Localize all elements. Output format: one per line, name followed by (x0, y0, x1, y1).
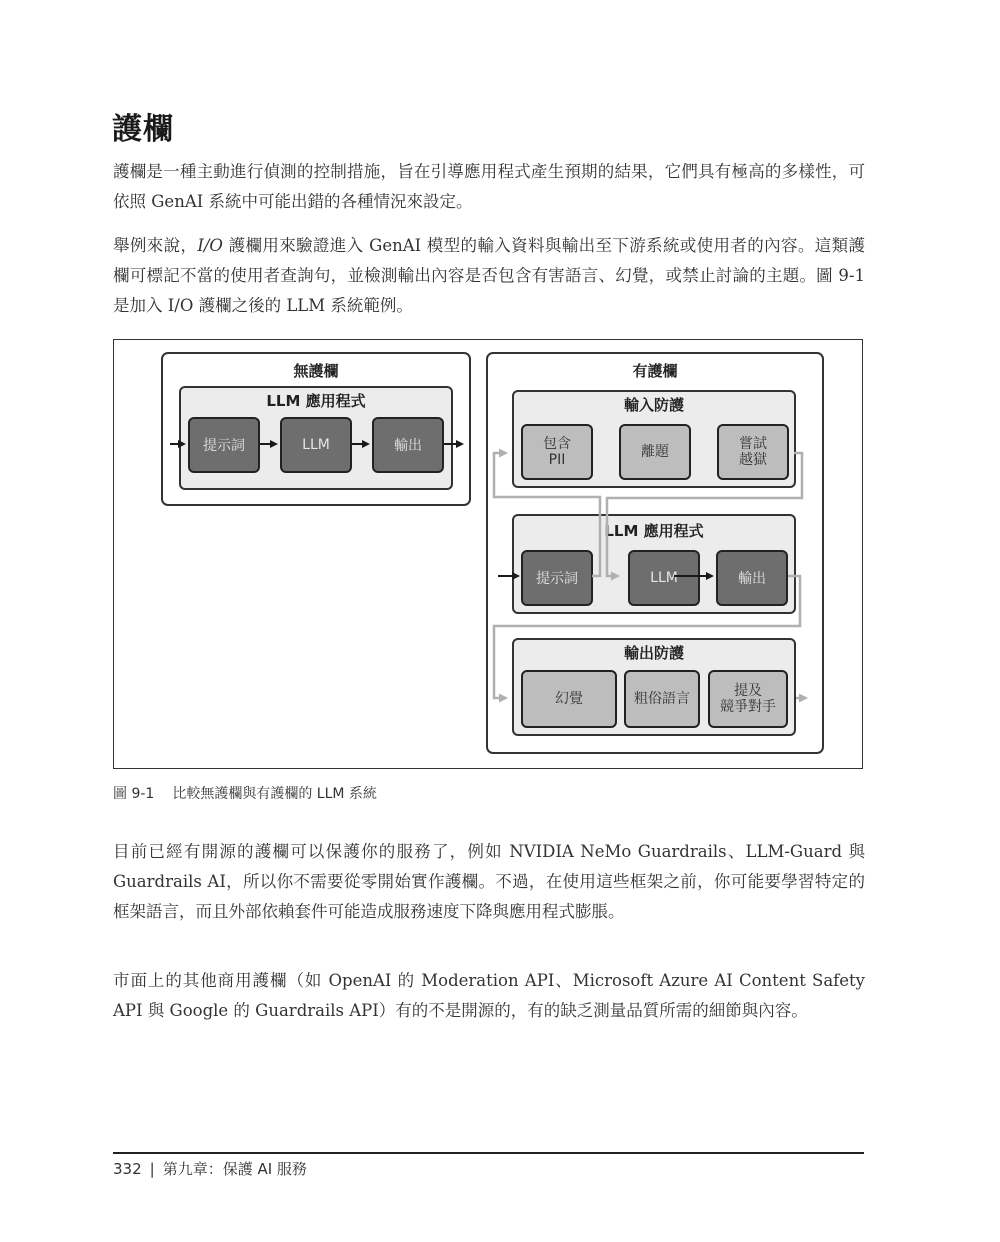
figure-caption-number: 圖 9-1 (113, 786, 155, 802)
check-label-line1: 離題 (641, 444, 669, 460)
with-node-output: 輸出 (716, 550, 788, 606)
without-app-group (179, 386, 453, 490)
with-node-prompt: 提示詞 (521, 550, 593, 606)
check-profanity (624, 670, 700, 728)
without-guardrails-title: 無護欄 (293, 362, 339, 380)
check-competitor-mention (708, 670, 788, 728)
with-app-group (512, 514, 796, 614)
figure-caption (113, 783, 377, 803)
figure-caption-text: 比較無護欄與有護欄的 LLM 系統 (172, 786, 377, 802)
check-label-line1: 提及 (734, 683, 762, 699)
paragraph-commercial: 市面上的其他商用護欄（如 OpenAI 的 Moderation API、Microsoft Azure AI Content Safety API 與 Google 的 Guardrails API）有的不是開源的，有的缺乏測量品質所需的細節與內容。 (113, 971, 865, 1020)
without-node-prompt: 提示詞 (188, 417, 260, 473)
p2-text-b: 護欄用來驗證進入 GenAI 模型的輸入資料與輸出至下游系統或使用者的內容。這類護欄可標記不當的使用者查詢句，並檢測輸出內容是否包含有害語言、幻覺，或禁止討論的主題。圖 9-1 是加入 I/O 護欄之後的 LLM 系統範例。 (113, 236, 866, 315)
paragraph-open-source: 目前已經有開源的護欄可以保護你的服務了，例如 NVIDIA NeMo Guardrails、LLM-Guard 與 Guardrails AI，所以你不需要從零開始實作護欄。不過，在使用這些框架之前，你可能要學習特定的框架語言，而且外部依賴套件可能造成服務速度下降與應用程式膨脹。 (113, 842, 865, 921)
figure-9-1 (113, 339, 863, 769)
check-off-topic (619, 424, 691, 480)
without-guardrails-panel (161, 352, 471, 506)
check-label-line1: 嘗試 (739, 436, 767, 452)
section-heading: 護欄 (112, 112, 174, 147)
check-label-line2: PII (548, 452, 566, 468)
p2-text-a: 舉例來說， (113, 236, 198, 255)
footer-separator: | (149, 1160, 155, 1178)
p2-italic-io: I/O (197, 236, 223, 255)
check-label-line1: 幻覺 (555, 691, 583, 707)
output-guard-group (512, 638, 796, 736)
check-label-line1: 粗俗語言 (634, 691, 690, 707)
paragraph-intro: 護欄是一種主動進行偵測的控制措施，旨在引導應用程式產生預期的結果，它們具有極高的多樣性，可依照 GenAI 系統中可能出錯的各種情況來設定。 (113, 162, 865, 211)
paragraph-io-guardrails (113, 231, 865, 321)
with-guardrails-panel (486, 352, 824, 754)
input-guard-title: 輸入防護 (623, 396, 684, 414)
check-label-line2: 越獄 (739, 452, 767, 468)
with-app-title: LLM 應用程式 (604, 522, 704, 540)
with-node-llm: LLM (628, 550, 700, 606)
without-node-output: 輸出 (372, 417, 444, 473)
with-guardrails-title: 有護欄 (632, 362, 678, 380)
without-node-llm: LLM (280, 417, 352, 473)
check-contains-pii (521, 424, 593, 480)
input-guard-group (512, 390, 796, 488)
page-footer (113, 1158, 307, 1179)
output-guard-title: 輸出防護 (623, 644, 684, 662)
page-number: 332 (113, 1160, 142, 1178)
check-label-line2: 競爭對手 (720, 699, 776, 715)
footer-divider (113, 1152, 864, 1154)
without-app-title: LLM 應用程式 (266, 392, 366, 410)
check-hallucination (521, 670, 617, 728)
check-jailbreak-attempt (717, 424, 789, 480)
check-label-line1: 包含 (543, 436, 571, 452)
chapter-title: 第九章：保護 AI 服務 (162, 1160, 307, 1178)
